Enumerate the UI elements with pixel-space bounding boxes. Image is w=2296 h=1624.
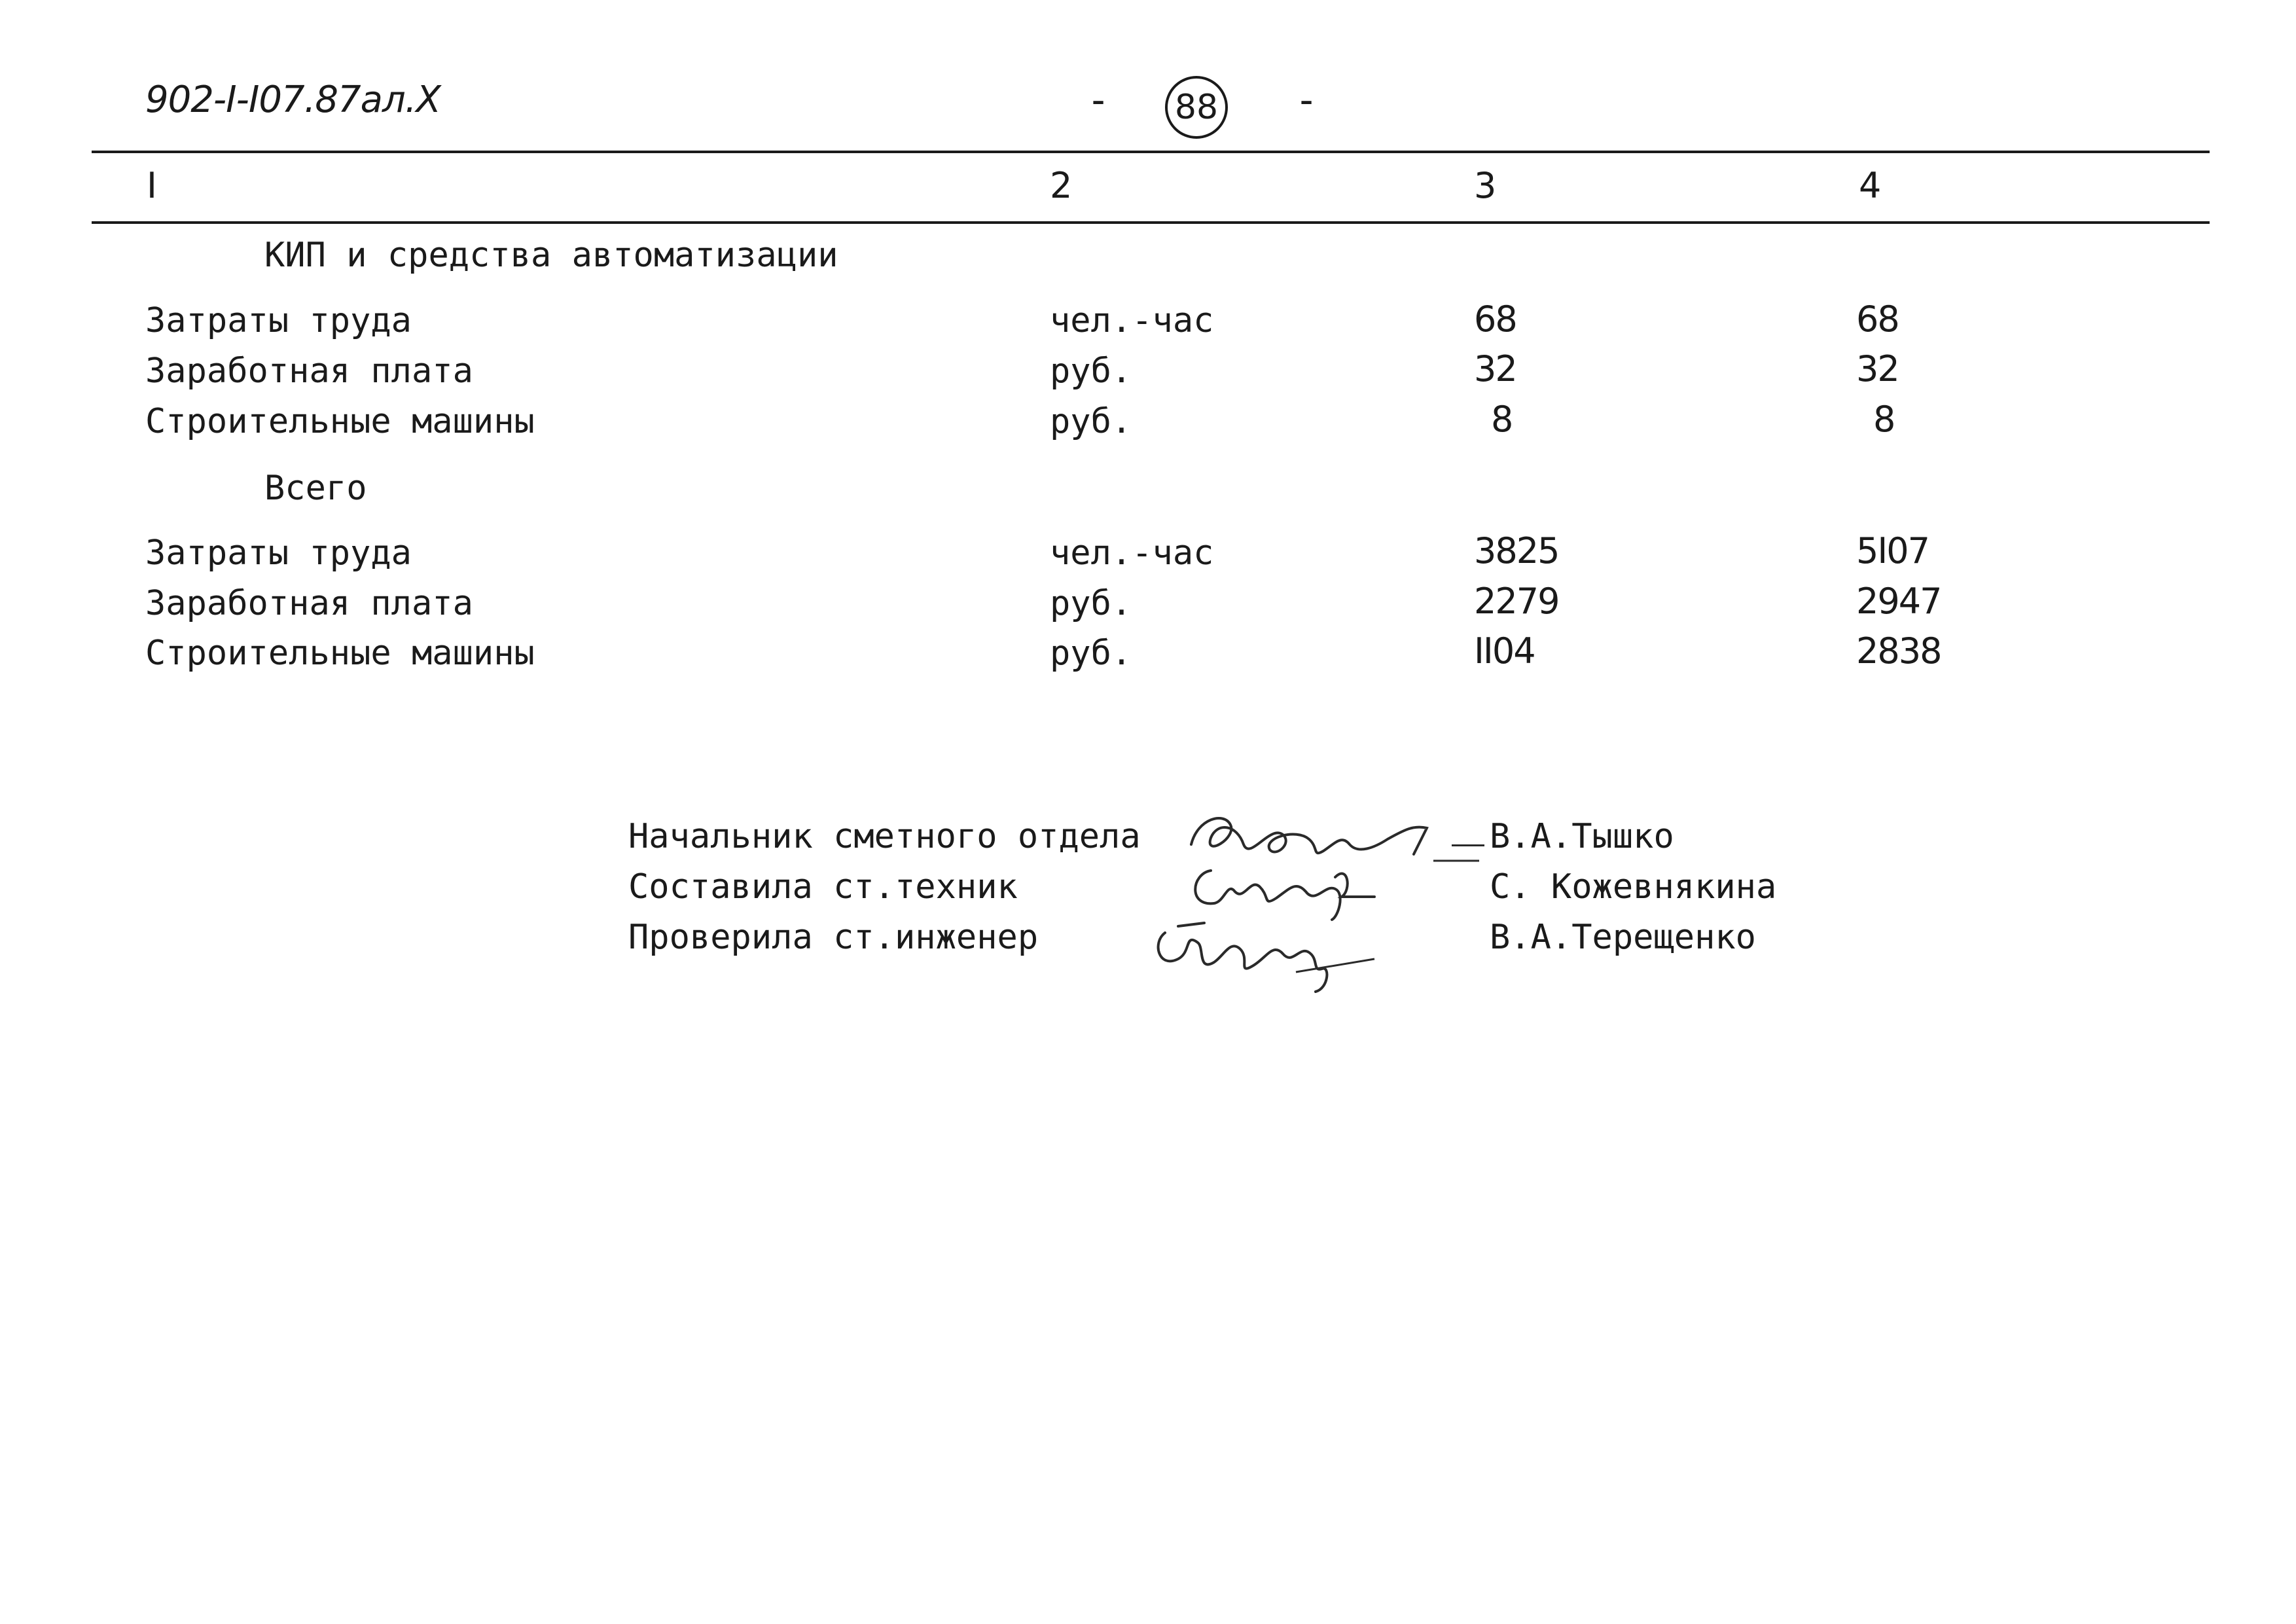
row-value-col3: 32 xyxy=(1474,348,1516,389)
row-value-col3: 2279 xyxy=(1474,581,1559,622)
signatory-name: С. Кожевнякина xyxy=(1490,867,1777,907)
row-value-col4: 8 xyxy=(1873,399,1895,440)
row-value-col4: 5I07 xyxy=(1856,530,1929,571)
row-label: Заработная плата xyxy=(145,352,473,391)
column-header-2: 2 xyxy=(1050,165,1073,206)
signatory-name: В.А.Тышко xyxy=(1490,817,1674,856)
table-top-rule xyxy=(92,151,2210,153)
row-unit: руб. xyxy=(1050,634,1132,673)
row-value-col4: 32 xyxy=(1856,348,1899,389)
signature-line-mark xyxy=(1452,844,1484,846)
column-header-1: I xyxy=(147,165,157,206)
row-value-col3: 3825 xyxy=(1474,530,1559,571)
row-value-col4: 2838 xyxy=(1856,630,1941,672)
row-value-col3: 68 xyxy=(1474,298,1516,340)
row-value-col4: 2947 xyxy=(1856,581,1941,622)
table-header-rule xyxy=(92,221,2210,224)
page-number-dash-left: - xyxy=(1086,77,1111,123)
handwritten-signature xyxy=(1139,907,1388,998)
row-unit: руб. xyxy=(1050,352,1132,391)
page-number-dash-right: - xyxy=(1295,77,1319,123)
section-title: Всего xyxy=(264,469,367,508)
row-label: Затраты труда xyxy=(145,533,412,573)
row-unit: чел.-час xyxy=(1050,301,1214,340)
row-label: Строительные машины xyxy=(145,634,535,673)
column-header-3: 3 xyxy=(1474,165,1497,206)
signatory-name: В.А.Терещенко xyxy=(1490,918,1756,957)
row-unit: чел.-час xyxy=(1050,533,1214,573)
document-code: 902-I-I07.87ал.X xyxy=(145,79,440,121)
row-unit: руб. xyxy=(1050,584,1132,623)
row-value-col4: 68 xyxy=(1856,298,1899,340)
section-title: КИП и средства автоматизации xyxy=(264,236,838,275)
row-value-col3: 8 xyxy=(1491,399,1513,440)
row-label: Заработная плата xyxy=(145,584,473,623)
page-number: 88 xyxy=(1165,76,1228,139)
row-unit: руб. xyxy=(1050,402,1132,441)
row-label: Затраты труда xyxy=(145,301,412,340)
column-header-4: 4 xyxy=(1859,165,1882,206)
row-value-col3: II04 xyxy=(1474,630,1535,672)
signatory-role: Начальник сметного отдела xyxy=(628,817,1141,856)
signatory-role: Составила ст.техник xyxy=(628,867,1018,907)
row-label: Строительные машины xyxy=(145,402,535,441)
signatory-role: Проверила ст.инженер xyxy=(628,918,1039,957)
